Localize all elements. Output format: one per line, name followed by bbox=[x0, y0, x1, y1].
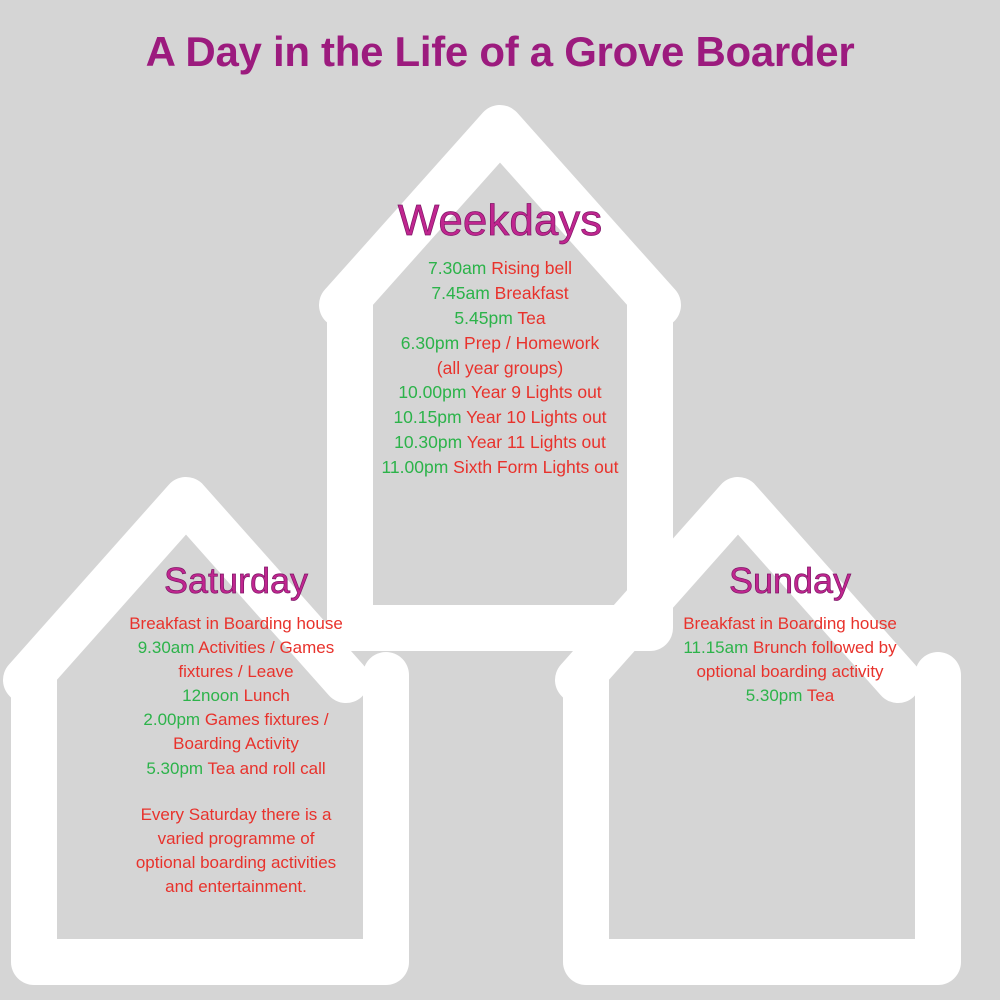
card-saturday bbox=[66, 562, 406, 899]
schedule-line bbox=[66, 636, 406, 660]
schedule-line bbox=[620, 612, 960, 636]
schedule-line-segment: Year 9 Lights out bbox=[470, 382, 602, 403]
schedule-line bbox=[66, 612, 406, 636]
schedule-line-segment: 6.30pm bbox=[400, 332, 465, 353]
card-saturday-title: Saturday bbox=[163, 560, 309, 601]
card-weekdays-lines bbox=[330, 256, 670, 480]
schedule-line-segment: Breakfast in Boarding house bbox=[129, 613, 343, 633]
schedule-line-segment: Tea bbox=[806, 686, 835, 706]
schedule-line-segment: Games fixtures / bbox=[204, 710, 329, 730]
schedule-line bbox=[66, 684, 406, 708]
schedule-line bbox=[330, 356, 670, 381]
schedule-line bbox=[330, 306, 670, 331]
schedule-line bbox=[330, 331, 670, 356]
card-sunday-title: Sunday bbox=[728, 560, 852, 601]
schedule-line-segment: 11.15am bbox=[683, 637, 753, 657]
schedule-line bbox=[330, 455, 670, 480]
schedule-line-segment: optional boarding activity bbox=[696, 662, 884, 682]
card-sunday bbox=[620, 562, 960, 708]
schedule-line-segment: optional boarding activities bbox=[135, 852, 337, 872]
schedule-line-segment: fixtures / Leave bbox=[178, 662, 294, 682]
schedule-line-segment: Tea bbox=[517, 307, 546, 328]
schedule-line-segment: Year 10 Lights out bbox=[466, 407, 607, 428]
schedule-line-segment: 5.30pm bbox=[146, 758, 208, 778]
schedule-line-segment: Every Saturday there is a bbox=[140, 804, 332, 824]
schedule-line bbox=[66, 851, 406, 875]
schedule-line-segment: 10.15pm bbox=[393, 407, 467, 428]
schedule-line-segment: Rising bell bbox=[491, 258, 572, 279]
schedule-line bbox=[330, 380, 670, 405]
schedule-line-segment: 7.45am bbox=[431, 283, 495, 304]
schedule-line-segment: 11.00pm bbox=[381, 456, 454, 477]
schedule-line-segment: Year 11 Lights out bbox=[466, 432, 606, 453]
schedule-line-segment: varied programme of bbox=[157, 828, 315, 848]
schedule-line bbox=[620, 636, 960, 660]
schedule-line bbox=[330, 405, 670, 430]
schedule-line bbox=[66, 660, 406, 684]
card-sunday-lines bbox=[620, 612, 960, 709]
schedule-line bbox=[330, 281, 670, 306]
schedule-line-segment: Boarding Activity bbox=[173, 734, 299, 754]
schedule-line bbox=[66, 757, 406, 781]
card-weekdays bbox=[330, 198, 670, 480]
schedule-line bbox=[66, 732, 406, 756]
schedule-line bbox=[330, 256, 670, 281]
line-spacer bbox=[66, 781, 406, 803]
schedule-line bbox=[66, 827, 406, 851]
schedule-line-segment: (all year groups) bbox=[436, 357, 564, 378]
schedule-line-segment: Sixth Form Lights out bbox=[453, 456, 619, 477]
schedule-line-segment: 7.30am bbox=[428, 258, 492, 279]
schedule-line-segment: and entertainment. bbox=[165, 877, 307, 897]
schedule-line bbox=[620, 660, 960, 684]
schedule-line bbox=[66, 803, 406, 827]
schedule-line-segment: Lunch bbox=[243, 686, 290, 706]
schedule-line-segment: Prep / Homework bbox=[464, 332, 600, 353]
page-title: A Day in the Life of a Grove Boarder bbox=[145, 28, 855, 75]
schedule-line bbox=[66, 875, 406, 899]
schedule-line-segment: 5.30pm bbox=[745, 686, 807, 706]
schedule-line-segment: 10.00pm bbox=[398, 382, 471, 403]
card-saturday-lines bbox=[66, 612, 406, 899]
schedule-line-segment: Breakfast bbox=[494, 283, 569, 304]
schedule-line-segment: 2.00pm bbox=[143, 710, 205, 730]
schedule-line bbox=[66, 708, 406, 732]
schedule-line bbox=[330, 430, 670, 455]
schedule-line-segment: 10.30pm bbox=[394, 432, 467, 453]
schedule-line-segment: 5.45pm bbox=[454, 307, 518, 328]
schedule-line-segment: 9.30am bbox=[137, 637, 199, 657]
schedule-line-segment: 12noon bbox=[182, 686, 244, 706]
card-weekdays-title: Weekdays bbox=[397, 196, 603, 245]
schedule-line-segment: Brunch followed by bbox=[752, 637, 897, 657]
schedule-line-segment: Activities / Games bbox=[198, 637, 335, 657]
schedule-line bbox=[620, 684, 960, 708]
schedule-line-segment: Tea and roll call bbox=[207, 758, 326, 778]
schedule-line-segment: Breakfast in Boarding house bbox=[683, 613, 897, 633]
